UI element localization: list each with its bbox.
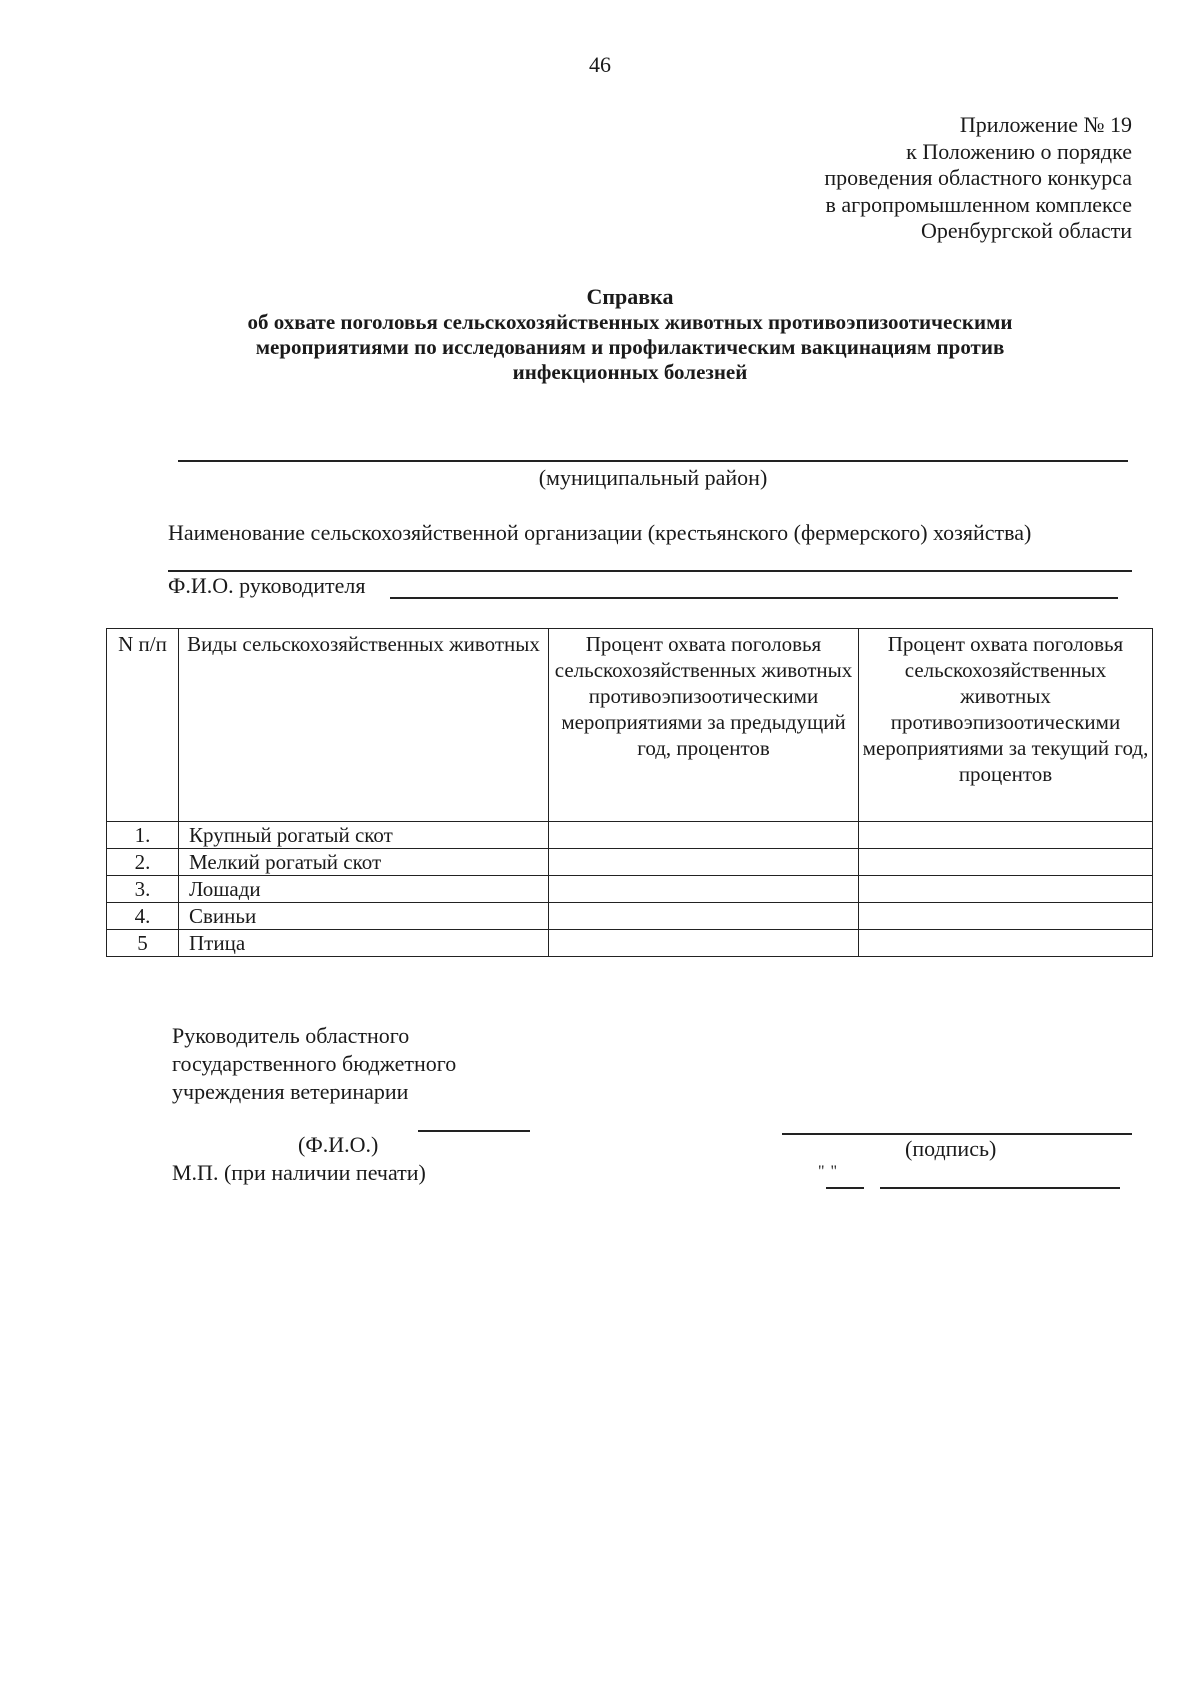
row-current-year-cell[interactable] xyxy=(859,822,1153,849)
row-number: 1. xyxy=(107,822,179,849)
date-day-line[interactable] xyxy=(826,1187,864,1189)
page-number: 46 xyxy=(589,52,611,77)
appendix-line-2: к Положению о порядке xyxy=(906,138,1132,164)
title-line-3: инфекционных болезней xyxy=(512,360,748,384)
header-animal-kind: Виды сельскохозяйственных животных xyxy=(179,629,549,822)
header-previous-year: Процент охвата поголовья сельскохозяйственных животных противоэпизоотическими мероприятиями за предыдущий год, процентов xyxy=(549,629,859,822)
table-row xyxy=(107,876,1153,903)
organization-label: Наименование сельскохозяйственной организации (крестьянского (фермерского) хозяйства) xyxy=(168,520,1032,545)
row-animal-kind: Крупный рогатый скот xyxy=(179,822,549,849)
row-number: 5 xyxy=(107,930,179,957)
row-current-year-cell[interactable] xyxy=(859,876,1153,903)
row-animal-kind: Мелкий рогатый скот xyxy=(179,849,549,876)
row-current-year-cell[interactable] xyxy=(859,930,1153,957)
table-row xyxy=(107,849,1153,876)
position-line-2: государственного бюджетного xyxy=(172,1051,457,1076)
signature-line[interactable] xyxy=(782,1133,1132,1135)
fio-line[interactable] xyxy=(418,1130,530,1132)
signature-caption: (подпись) xyxy=(905,1136,997,1161)
row-animal-kind: Птица xyxy=(179,930,549,957)
title-line-2: мероприятиями по исследованиям и профилактическим вакцинациям против xyxy=(255,335,1005,359)
row-number: 2. xyxy=(107,849,179,876)
organization-line[interactable] xyxy=(168,570,1132,572)
row-previous-year-cell[interactable] xyxy=(549,903,859,930)
appendix-line-4: в агропромышленном комплексе xyxy=(825,191,1132,217)
row-animal-kind: Свиньи xyxy=(179,903,549,930)
row-animal-kind: Лошади xyxy=(179,876,549,903)
table-header-row xyxy=(107,629,1153,822)
table-row xyxy=(107,903,1153,930)
table-row xyxy=(107,930,1153,957)
position-line-3: учреждения ветеринарии xyxy=(172,1079,409,1104)
head-name-label: Ф.И.О. руководителя xyxy=(168,573,366,598)
district-line[interactable] xyxy=(178,460,1128,462)
header-number: N п/п xyxy=(107,629,179,822)
signatory-position xyxy=(172,1022,456,1106)
row-current-year-cell[interactable] xyxy=(859,903,1153,930)
district-caption: (муниципальный район) xyxy=(538,465,768,490)
table-row xyxy=(107,822,1153,849)
document-title xyxy=(130,284,1130,385)
row-number: 3. xyxy=(107,876,179,903)
appendix-line-1: Приложение № 19 xyxy=(959,112,1132,137)
appendix-line-5: Оренбургской области xyxy=(921,218,1132,243)
header-current-year: Процент охвата поголовья сельскохозяйственных животных противоэпизоотическими мероприятиями за текущий год, процентов xyxy=(859,629,1153,822)
date-month-year-line[interactable] xyxy=(880,1187,1120,1189)
appendix-line-3: проведения областного конкурса xyxy=(824,165,1132,190)
title-line-1: об охвате поголовья сельскохозяйственных животных противоэпизоотическими xyxy=(247,310,1013,334)
stamp-note: М.П. (при наличии печати) xyxy=(172,1160,426,1185)
coverage-table xyxy=(106,628,1153,957)
row-number: 4. xyxy=(107,903,179,930)
head-name-line[interactable] xyxy=(390,597,1118,599)
row-previous-year-cell[interactable] xyxy=(549,822,859,849)
position-line-1: Руководитель областного xyxy=(172,1023,410,1048)
row-previous-year-cell[interactable] xyxy=(549,849,859,876)
row-current-year-cell[interactable] xyxy=(859,849,1153,876)
row-previous-year-cell[interactable] xyxy=(549,876,859,903)
appendix-reference xyxy=(532,112,1132,245)
title-heading: Справка xyxy=(586,284,674,309)
row-previous-year-cell[interactable] xyxy=(549,930,859,957)
fio-caption: (Ф.И.О.) xyxy=(298,1132,379,1157)
date-day-quotes: " " xyxy=(818,1163,839,1180)
